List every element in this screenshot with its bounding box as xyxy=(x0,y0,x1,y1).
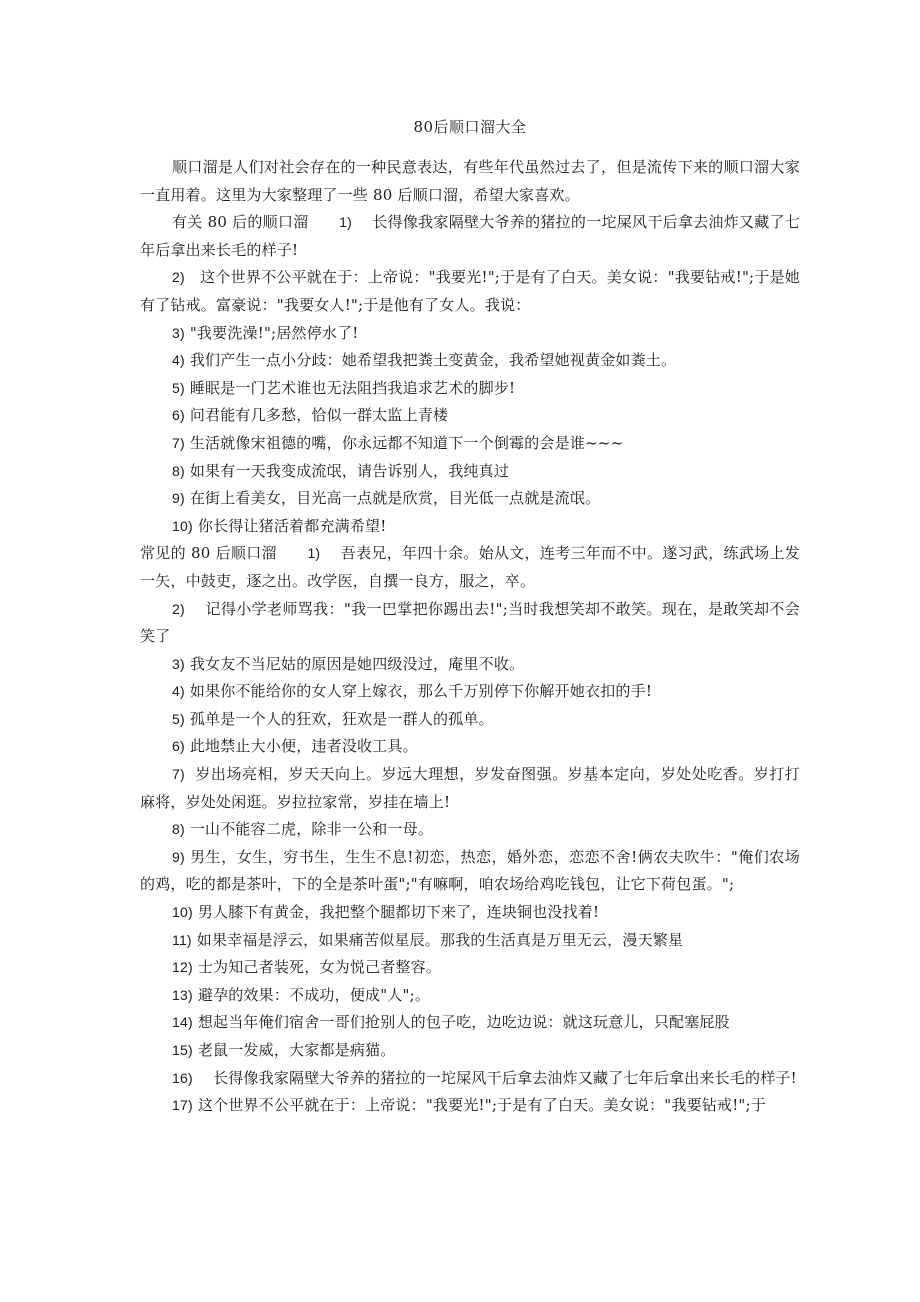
list-item xyxy=(140,347,800,375)
item-number: 17) xyxy=(172,1097,193,1114)
section1-heading: 有关 80 后的顺口溜 xyxy=(172,213,309,232)
item-text: 这个世界不公平就在于：上帝说："我要光!";于是有了白天。美女说："我要钻戒!";于 xyxy=(197,1096,766,1115)
item-number: 4) xyxy=(172,352,185,369)
item-text: 生活就像宋祖德的嘴，你永远都不知道下一个倒霉的会是谁~~~ xyxy=(189,433,624,452)
list-item xyxy=(140,485,800,513)
list-item xyxy=(140,1092,800,1120)
list-item xyxy=(140,430,800,458)
item-number: 9) xyxy=(172,490,185,507)
item-number: 7) xyxy=(172,766,185,783)
intro-paragraph: 顺口溜是人们对社会存在的一种民意表达，有些年代虽然过去了，但是流传下来的顺口溜大家一直用着。这里为大家整理了一些 80 后顺口溜，希望大家喜欢。 xyxy=(140,158,800,204)
item-text: 想起当年俺们宿舍一哥们抢别人的包子吃，边吃边说：就这玩意儿，只配塞屁股 xyxy=(197,1013,730,1032)
item-text: 老鼠一发威，大家都是病猫。 xyxy=(197,1041,396,1059)
list-item xyxy=(140,927,800,955)
item-number: 13) xyxy=(172,986,193,1003)
item-text: 如果幸福是浮云，如果痛苦似星辰。那我的生活真是万里无云，漫天繁星 xyxy=(196,930,684,949)
section2-heading: 常见的 80 后顺口溜 xyxy=(140,544,277,563)
item-text: 我们产生一点小分歧：她希望我把粪土变黄金，我希望她视黄金如粪土。 xyxy=(189,351,677,370)
section2-first-paragraph xyxy=(140,540,800,595)
item-number: 6) xyxy=(172,407,185,424)
list-item xyxy=(140,954,800,982)
item-text: 如果你不能给你的女人穿上嫁衣，那么千万别停下你解开她衣扣的手! xyxy=(189,682,653,701)
item-text: 岁出场亮相，岁天天向上。岁远大理想，岁发奋图强。岁基本定向，岁处处吃香。岁打打麻将，岁处处闲逛。岁拉拉家常，岁挂在墙上! xyxy=(140,765,800,811)
list-item xyxy=(140,264,800,319)
list-item xyxy=(140,320,800,348)
section1-first-paragraph xyxy=(140,209,800,264)
item-number: 15) xyxy=(172,1042,193,1058)
item-text: 睡眠是一门艺术谁也无法阻挡我追求艺术的脚步! xyxy=(189,378,516,397)
document-body xyxy=(140,154,800,1120)
item-text: 问君能有几多愁，恰似一群太监上青楼 xyxy=(189,406,449,425)
item-number: 11) xyxy=(172,931,192,948)
item-number: 2) xyxy=(172,269,185,286)
item-number: 10) xyxy=(172,517,193,534)
list-item xyxy=(140,899,800,927)
list-item xyxy=(140,1037,800,1065)
list-item xyxy=(140,375,800,403)
list-item xyxy=(140,513,800,541)
item-text: 避孕的效果：不成功，便成"人";。 xyxy=(197,985,431,1004)
item-text: 长得像我家隔壁大爷养的猪拉的一坨屎风干后拿去油炸又藏了七年后拿出来长毛的样子! xyxy=(140,213,801,259)
item-text: 男生，女生，穷书生，生生不息!初恋，热恋，婚外恋，恋恋不舍!俩农夫吹牛："俺们农场的鸡，吃的都是茶叶，下的全是茶叶蛋";"有嘛啊，咱农场给鸡吃钱包，让它下荷包蛋。"; xyxy=(140,847,800,894)
list-item xyxy=(140,706,800,734)
item-number: 8) xyxy=(172,821,185,838)
item-number: 3) xyxy=(172,324,185,341)
list-item xyxy=(140,982,800,1010)
item-text: 男人膝下有黄金，我把整个腿都切下来了，连块铜也没找着! xyxy=(197,903,600,922)
list-item xyxy=(140,402,800,430)
item-text: 在街上看美女，目光高一点就是欣赏，目光低一点就是流氓。 xyxy=(189,489,601,508)
item-text: 孤单是一个人的狂欢，狂欢是一群人的孤单。 xyxy=(189,709,494,728)
item-text: 长得像我家隔壁大爷养的猪拉的一坨屎风干后拿去油炸又藏了七年后拿出来长毛的样子! xyxy=(213,1068,797,1087)
item-number: 10) xyxy=(172,904,193,921)
item-number: 8) xyxy=(172,462,185,479)
item-number: 12) xyxy=(172,959,193,976)
item-number: 3) xyxy=(172,655,185,672)
item-number: 5) xyxy=(172,379,185,396)
list-item xyxy=(140,761,800,816)
item-text: 记得小学老师骂我："我一巴掌把你踢出去!";当时我想笑却不敢笑。现在，是敢笑却不会笑了 xyxy=(140,599,800,646)
item-text: 你长得让猪活着都充满希望! xyxy=(197,516,387,535)
list-item xyxy=(140,678,800,706)
item-number: 4) xyxy=(172,683,185,700)
item-text: "我要洗澡!";居然停水了! xyxy=(189,323,359,342)
item-text: 这个世界不公平就在于：上帝说："我要光!";于是有了白天。美女说："我要钻戒!";于是她有了钻戒。富豪说："我要女人!";于是他有了女人。我说： xyxy=(140,268,800,314)
item-number: 1) xyxy=(339,214,352,231)
item-number: 5) xyxy=(172,710,185,727)
item-text: 一山不能容二虎，除非一公和一母。 xyxy=(189,820,434,839)
item-number: 16) xyxy=(172,1069,193,1086)
list-item xyxy=(140,458,800,486)
item-text: 此地禁止大小便，违者没收工具。 xyxy=(189,737,418,756)
item-text: 士为知己者装死，女为悦己者整容。 xyxy=(197,958,442,977)
item-number: 6) xyxy=(172,738,185,755)
list-item xyxy=(140,1009,800,1037)
item-number: 2) xyxy=(172,600,185,617)
item-number: 9) xyxy=(172,848,185,865)
item-text: 我女友不当尼姑的原因是她四级没过，庵里不收。 xyxy=(189,654,525,673)
item-number: 1) xyxy=(307,545,321,562)
document-title: 80后顺口溜大全 xyxy=(413,118,527,136)
list-item xyxy=(140,733,800,761)
item-number: 14) xyxy=(172,1014,193,1031)
list-item xyxy=(140,596,800,651)
list-item xyxy=(140,844,800,899)
list-item xyxy=(140,1065,800,1093)
list-item xyxy=(140,816,800,844)
list-item xyxy=(140,651,800,679)
item-text: 如果有一天我变成流氓，请告诉别人，我纯真过 xyxy=(189,461,510,480)
item-number: 7) xyxy=(172,434,185,451)
item-text: 吾表兄，年四十余。始从文，连考三年而不中。遂习武，练武场上发一矢，中鼓吏，逐之出。改学医，自撰一良方，服之，卒。 xyxy=(140,544,800,590)
